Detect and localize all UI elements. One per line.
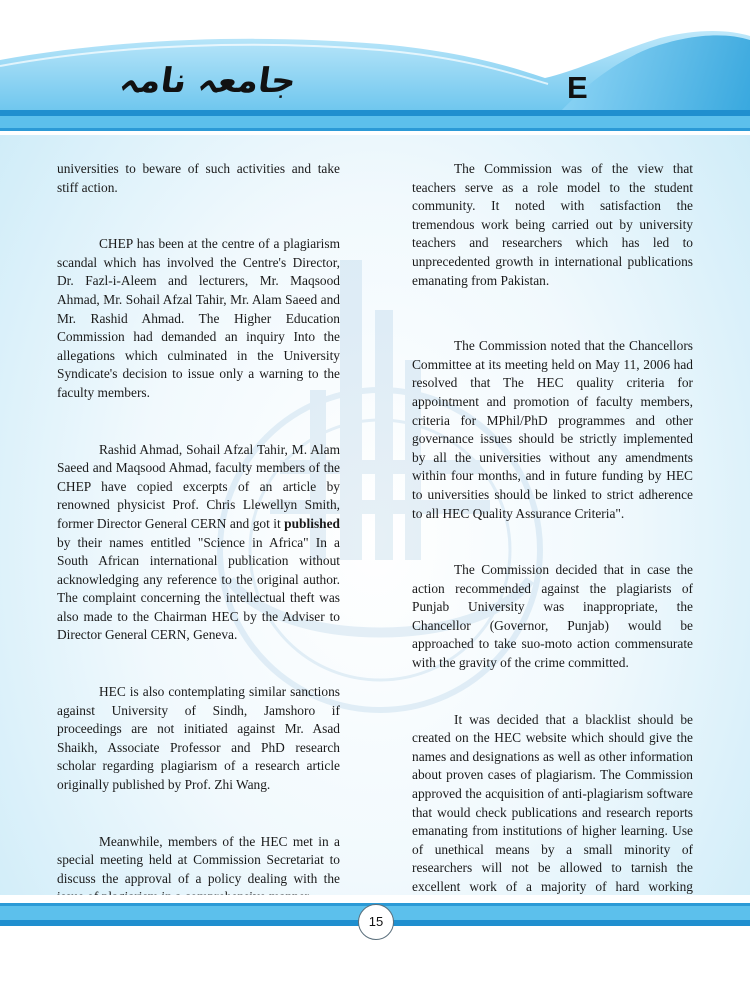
page-number-badge: 15 xyxy=(358,904,394,940)
right-paragraph-1: The Commission was of the view that teachers serve as a role model to the student community. It noted with satisfaction the tremendous work being carried out by university teachers and researchers which has led to unprecedented growth in international publications emanating from Pakistan. xyxy=(412,161,693,288)
left-paragraph-3-start: Rashid Ahmad, Sohail Afzal Tahir, M. Alam Saeed and Maqsood Ahmad, faculty members of the CHEP have copied excerpts of an article by renowned physicist Prof. Chris Llewellyn Smith, former Director General CERN and got it xyxy=(57,441,340,531)
left-paragraph-2: CHEP has been at the centre of a plagiarism scandal which has involved the Centre's Director, Dr. Fazl-i-Aleem and lecturers, Mr. Maqsood Ahmad, Mr. Sohail Afzal Tahir, Mr. Alam Saeed and Mr. Rashid Ahmad. The Higher Education Commission had demanded an inquiry Into the allegations which culminated in the University Syndicate's decision to issue only a warning to the faculty members. xyxy=(57,236,340,400)
left-paragraph-5: Meanwhile, members of the HEC met in a special meeting held at Commission Secretariat to discuss the approval of a policy dealing with the xyxy=(57,833,340,886)
masthead-title: جامعہ نامہ xyxy=(117,61,299,101)
header-wave-graphic xyxy=(0,0,750,135)
right-paragraph-2: The Commission noted that the Chancellors Committee at its meeting held on May 11, 2006 had resolved that The HEC quality criteria for appointment and promotion of faculty members, criteria for MPhil/PhD programmes and other governance issues should be strictly implemented by all the universities without any amendments within four months, and in future funding by HEC to universities should be linked to strict adherence to all HEC Quality Assurance Criteria". xyxy=(412,338,693,521)
section-letter: E xyxy=(567,70,588,105)
left-paragraph-3-bold-word: published xyxy=(284,515,340,531)
left-text-column xyxy=(57,160,340,907)
right-paragraph-3: The Commission decided that in case the action recommended against the plagiarists of Punjab University was inappropriate, the Chancellor (Governor, Punjab) would be approached to take suo-moto action commensurate with the gravity of the crime committed. xyxy=(412,562,693,671)
right-text-column xyxy=(412,160,693,915)
left-paragraph-1: universities to beware of such activities and take stiff action. xyxy=(57,161,340,195)
page-header xyxy=(0,0,750,135)
right-paragraph-4: It was decided that a blacklist should be created on the HEC website which should give the names and designations as well as other information about proven cases of plagiarism. The Commission approved the acquisition of anti-plagiarism software that would check publications and research reports emanating from institutions of higher learning. Use of unethical means by a small minority of researchers will not be allowed to tarnish the excellent work of a majority of hard working xyxy=(412,711,693,894)
left-paragraph-3 xyxy=(57,441,340,646)
left-paragraph-3-end: by their names entitled "Science in Africa" In a South African international publication without acknowledging any reference to the original author. The complaint concerning the intellectual theft was also made to the Chairman HEC by the Adviser to Director General CERN, Geneva. xyxy=(57,534,340,643)
left-paragraph-4: HEC is also contemplating similar sanctions against University of Sindh, Jamshoro if proceedings are not initiated against Mr. Asad Shaikh, Associate Professor and PhD research scholar regarding plagiarism of a research article originally published by Prof. Zhi Wang. xyxy=(57,684,340,793)
